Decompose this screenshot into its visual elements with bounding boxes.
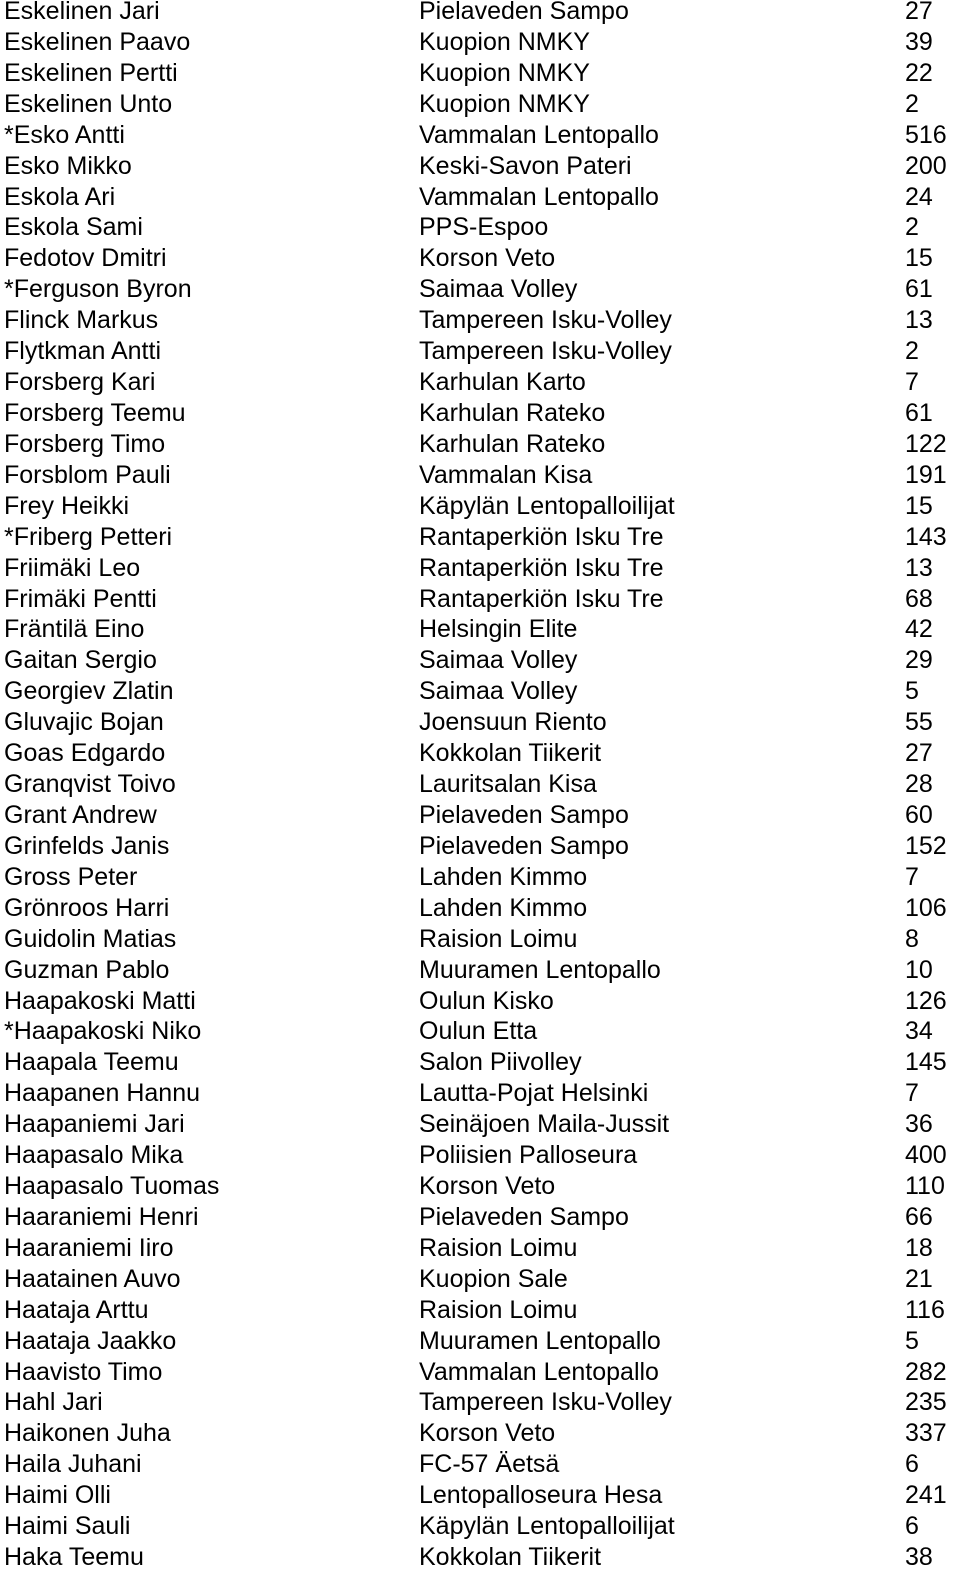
club-name: Rantaperkiön Isku Tre bbox=[419, 553, 664, 582]
player-name: Haataja Jaakko bbox=[4, 1326, 177, 1355]
player-name: Eskelinen Paavo bbox=[4, 27, 191, 56]
player-name: Eskola Ari bbox=[4, 182, 116, 211]
table-row bbox=[0, 1326, 960, 1357]
player-name: Friimäki Leo bbox=[4, 553, 141, 582]
match-count: 2 bbox=[905, 89, 919, 118]
match-count: 29 bbox=[905, 646, 933, 675]
match-count: 15 bbox=[905, 244, 933, 273]
club-name: Saimaa Volley bbox=[419, 275, 578, 304]
club-name: Lentopalloseura Hesa bbox=[419, 1481, 663, 1510]
table-row bbox=[0, 1233, 960, 1264]
table-row bbox=[0, 336, 960, 367]
table-row bbox=[0, 707, 960, 738]
table-row bbox=[0, 243, 960, 274]
club-name: Raision Loimu bbox=[419, 924, 578, 953]
club-name: Seinäjoen Maila-Jussit bbox=[419, 1110, 670, 1139]
table-row bbox=[0, 1418, 960, 1449]
player-name: Granqvist Toivo bbox=[4, 770, 176, 799]
match-count: 24 bbox=[905, 182, 933, 211]
player-name: Gluvajic Bojan bbox=[4, 708, 164, 737]
table-row bbox=[0, 831, 960, 862]
table-row bbox=[0, 1295, 960, 1326]
table-row bbox=[0, 738, 960, 769]
player-name: Haatainen Auvo bbox=[4, 1264, 181, 1293]
match-count: 27 bbox=[905, 0, 933, 25]
table-row bbox=[0, 212, 960, 243]
table-row bbox=[0, 769, 960, 800]
club-name: Kuopion NMKY bbox=[419, 89, 590, 118]
match-count: 2 bbox=[905, 337, 919, 366]
player-name: Eskola Sami bbox=[4, 213, 143, 242]
match-count: 337 bbox=[905, 1419, 947, 1448]
club-name: Poliisien Palloseura bbox=[419, 1141, 638, 1170]
player-name: *Friberg Petteri bbox=[4, 522, 173, 551]
player-name: Haapasalo Mika bbox=[4, 1141, 184, 1170]
player-name: *Ferguson Byron bbox=[4, 275, 192, 304]
match-count: 126 bbox=[905, 986, 947, 1015]
player-name: Haapanen Hannu bbox=[4, 1079, 200, 1108]
player-name: Haapaniemi Jari bbox=[4, 1110, 185, 1139]
club-name: Pielaveden Sampo bbox=[419, 1202, 629, 1231]
match-count: 400 bbox=[905, 1141, 947, 1170]
table-row bbox=[0, 1449, 960, 1480]
table-row bbox=[0, 1047, 960, 1078]
player-name: Grönroos Harri bbox=[4, 893, 170, 922]
player-name: Haila Juhani bbox=[4, 1450, 142, 1479]
table-row bbox=[0, 614, 960, 645]
player-name: Haimi Sauli bbox=[4, 1512, 131, 1541]
table-row bbox=[0, 429, 960, 460]
table-row bbox=[0, 1264, 960, 1295]
player-name: Flinck Markus bbox=[4, 306, 159, 335]
player-name: Haataja Arttu bbox=[4, 1295, 149, 1324]
player-name: Grant Andrew bbox=[4, 800, 157, 829]
table-row bbox=[0, 305, 960, 336]
player-name: Forsberg Kari bbox=[4, 368, 156, 397]
match-count: 66 bbox=[905, 1202, 933, 1231]
match-count: 282 bbox=[905, 1357, 947, 1386]
club-name: Lahden Kimmo bbox=[419, 893, 588, 922]
match-count: 55 bbox=[905, 708, 933, 737]
club-name: Korson Veto bbox=[419, 1172, 556, 1201]
club-name: Oulun Etta bbox=[419, 1017, 538, 1046]
club-name: Muuramen Lentopallo bbox=[419, 1326, 661, 1355]
table-row bbox=[0, 862, 960, 893]
table-row bbox=[0, 1511, 960, 1542]
club-name: Lautta-Pojat Helsinki bbox=[419, 1079, 649, 1108]
match-count: 122 bbox=[905, 429, 947, 458]
club-name: Keski-Savon Pateri bbox=[419, 151, 632, 180]
table-row bbox=[0, 89, 960, 120]
match-count: 2 bbox=[905, 213, 919, 242]
club-name: FC-57 Äetsä bbox=[419, 1450, 560, 1479]
match-count: 7 bbox=[905, 368, 919, 397]
match-count: 8 bbox=[905, 924, 919, 953]
table-row bbox=[0, 584, 960, 615]
match-count: 106 bbox=[905, 893, 947, 922]
table-row bbox=[0, 924, 960, 955]
player-name: Eskelinen Jari bbox=[4, 0, 160, 25]
club-name: Raision Loimu bbox=[419, 1233, 578, 1262]
match-count: 241 bbox=[905, 1481, 947, 1510]
match-count: 7 bbox=[905, 862, 919, 891]
player-name: Goas Edgardo bbox=[4, 739, 166, 768]
player-name: Haapala Teemu bbox=[4, 1048, 179, 1077]
table-row bbox=[0, 1109, 960, 1140]
match-count: 5 bbox=[905, 677, 919, 706]
club-name: Joensuun Riento bbox=[419, 708, 607, 737]
match-count: 5 bbox=[905, 1326, 919, 1355]
club-name: Käpylän Lentopalloilijat bbox=[419, 491, 675, 520]
club-name: Vammalan Lentopallo bbox=[419, 120, 659, 149]
player-name: Haka Teemu bbox=[4, 1543, 144, 1572]
club-name: Oulun Kisko bbox=[419, 986, 554, 1015]
match-count: 145 bbox=[905, 1048, 947, 1077]
player-name: Hahl Jari bbox=[4, 1388, 103, 1417]
club-name: Karhulan Karto bbox=[419, 368, 586, 397]
table-row bbox=[0, 491, 960, 522]
player-name: Fedotov Dmitri bbox=[4, 244, 167, 273]
match-count: 10 bbox=[905, 955, 933, 984]
club-name: Pielaveden Sampo bbox=[419, 800, 629, 829]
player-name: Esko Mikko bbox=[4, 151, 132, 180]
player-name: Gross Peter bbox=[4, 862, 138, 891]
club-name: Saimaa Volley bbox=[419, 646, 578, 675]
table-row bbox=[0, 1387, 960, 1418]
table-row bbox=[0, 986, 960, 1017]
match-count: 6 bbox=[905, 1450, 919, 1479]
player-name: Haapasalo Tuomas bbox=[4, 1172, 220, 1201]
table-row bbox=[0, 1016, 960, 1047]
club-name: Käpylän Lentopalloilijat bbox=[419, 1512, 675, 1541]
table-row bbox=[0, 553, 960, 584]
match-count: 152 bbox=[905, 831, 947, 860]
club-name: Kokkolan Tiikerit bbox=[419, 739, 602, 768]
player-name: Haaraniemi Henri bbox=[4, 1202, 199, 1231]
player-name: Eskelinen Unto bbox=[4, 89, 173, 118]
club-name: PPS-Espoo bbox=[419, 213, 549, 242]
table-row bbox=[0, 274, 960, 305]
table-row bbox=[0, 955, 960, 986]
match-count: 143 bbox=[905, 522, 947, 551]
club-name: Karhulan Rateko bbox=[419, 429, 606, 458]
match-count: 191 bbox=[905, 460, 947, 489]
match-count: 34 bbox=[905, 1017, 933, 1046]
player-name: Haikonen Juha bbox=[4, 1419, 171, 1448]
player-name: Haimi Olli bbox=[4, 1481, 111, 1510]
table-row bbox=[0, 398, 960, 429]
club-name: Tampereen Isku-Volley bbox=[419, 306, 672, 335]
player-name: Forsblom Pauli bbox=[4, 460, 171, 489]
table-row bbox=[0, 367, 960, 398]
match-count: 61 bbox=[905, 275, 933, 304]
club-name: Helsingin Elite bbox=[419, 615, 578, 644]
club-name: Vammalan Lentopallo bbox=[419, 182, 659, 211]
club-name: Muuramen Lentopallo bbox=[419, 955, 661, 984]
club-name: Korson Veto bbox=[419, 244, 556, 273]
club-name: Salon Piivolley bbox=[419, 1048, 582, 1077]
match-count: 15 bbox=[905, 491, 933, 520]
table-row bbox=[0, 120, 960, 151]
match-count: 13 bbox=[905, 306, 933, 335]
match-count: 200 bbox=[905, 151, 947, 180]
club-name: Pielaveden Sampo bbox=[419, 831, 629, 860]
table-row bbox=[0, 1542, 960, 1573]
table-row bbox=[0, 151, 960, 182]
club-name: Karhulan Rateko bbox=[419, 398, 606, 427]
table-row bbox=[0, 1357, 960, 1388]
player-name: Forsberg Timo bbox=[4, 429, 166, 458]
match-count: 6 bbox=[905, 1512, 919, 1541]
match-count: 28 bbox=[905, 770, 933, 799]
player-name: Guzman Pablo bbox=[4, 955, 170, 984]
match-count: 110 bbox=[905, 1172, 945, 1201]
club-name: Rantaperkiön Isku Tre bbox=[419, 584, 664, 613]
player-name: Guidolin Matias bbox=[4, 924, 177, 953]
match-count: 39 bbox=[905, 27, 933, 56]
match-count: 116 bbox=[905, 1295, 945, 1324]
club-name: Kokkolan Tiikerit bbox=[419, 1543, 602, 1572]
table-row bbox=[0, 460, 960, 491]
table-row bbox=[0, 27, 960, 58]
match-count: 27 bbox=[905, 739, 933, 768]
club-name: Tampereen Isku-Volley bbox=[419, 337, 672, 366]
club-name: Vammalan Lentopallo bbox=[419, 1357, 659, 1386]
player-name: Georgiev Zlatin bbox=[4, 677, 174, 706]
player-name: Flytkman Antti bbox=[4, 337, 161, 366]
player-name: Frey Heikki bbox=[4, 491, 130, 520]
player-name: Haavisto Timo bbox=[4, 1357, 163, 1386]
table-row bbox=[0, 1480, 960, 1511]
player-name: Grinfelds Janis bbox=[4, 831, 170, 860]
match-count: 42 bbox=[905, 615, 933, 644]
table-row bbox=[0, 800, 960, 831]
table-row bbox=[0, 676, 960, 707]
match-count: 21 bbox=[905, 1264, 933, 1293]
club-name: Kuopion Sale bbox=[419, 1264, 568, 1293]
table-row bbox=[0, 1202, 960, 1233]
player-name: Eskelinen Pertti bbox=[4, 58, 178, 87]
table-row bbox=[0, 522, 960, 553]
player-name: Frimäki Pentti bbox=[4, 584, 157, 613]
match-count: 7 bbox=[905, 1079, 919, 1108]
club-name: Vammalan Kisa bbox=[419, 460, 593, 489]
match-count: 516 bbox=[905, 120, 947, 149]
club-name: Pielaveden Sampo bbox=[419, 0, 629, 25]
match-count: 60 bbox=[905, 800, 933, 829]
match-count: 18 bbox=[905, 1233, 933, 1262]
table-row bbox=[0, 645, 960, 676]
player-name: *Haapakoski Niko bbox=[4, 1017, 202, 1046]
table-row bbox=[0, 182, 960, 213]
table-row bbox=[0, 58, 960, 89]
player-name: *Esko Antti bbox=[4, 120, 125, 149]
match-count: 36 bbox=[905, 1110, 933, 1139]
club-name: Tampereen Isku-Volley bbox=[419, 1388, 672, 1417]
player-name: Haaraniemi Iiro bbox=[4, 1233, 174, 1262]
club-name: Lahden Kimmo bbox=[419, 862, 588, 891]
match-count: 13 bbox=[905, 553, 933, 582]
player-name: Forsberg Teemu bbox=[4, 398, 186, 427]
table-row bbox=[0, 1171, 960, 1202]
table-row bbox=[0, 1140, 960, 1171]
table-row bbox=[0, 0, 960, 27]
table-row bbox=[0, 893, 960, 924]
match-count: 68 bbox=[905, 584, 933, 613]
club-name: Kuopion NMKY bbox=[419, 58, 590, 87]
match-count: 22 bbox=[905, 58, 933, 87]
player-name: Haapakoski Matti bbox=[4, 986, 196, 1015]
player-name: Gaitan Sergio bbox=[4, 646, 157, 675]
match-count: 235 bbox=[905, 1388, 947, 1417]
club-name: Raision Loimu bbox=[419, 1295, 578, 1324]
club-name: Lauritsalan Kisa bbox=[419, 770, 597, 799]
match-count: 61 bbox=[905, 398, 933, 427]
club-name: Saimaa Volley bbox=[419, 677, 578, 706]
match-count: 38 bbox=[905, 1543, 933, 1572]
club-name: Kuopion NMKY bbox=[419, 27, 590, 56]
table-row bbox=[0, 1078, 960, 1109]
player-name: Fräntilä Eino bbox=[4, 615, 145, 644]
club-name: Rantaperkiön Isku Tre bbox=[419, 522, 664, 551]
club-name: Korson Veto bbox=[419, 1419, 556, 1448]
